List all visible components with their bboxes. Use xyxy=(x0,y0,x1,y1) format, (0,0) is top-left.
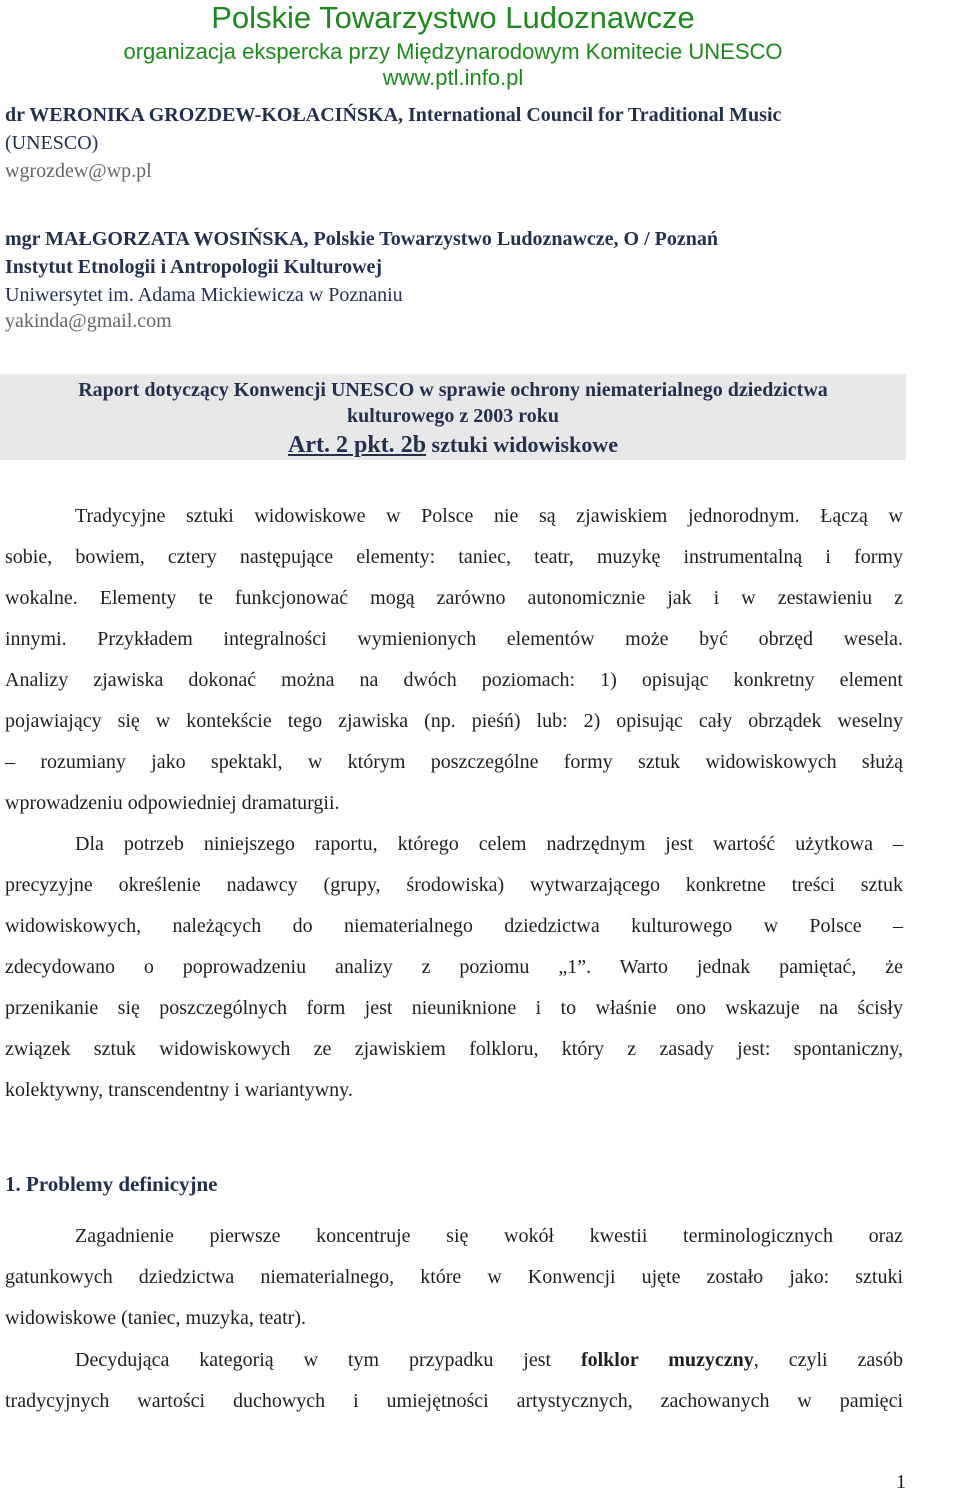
page-number: 1 xyxy=(896,1471,906,1493)
para2-line: kolektywny, transcendentny i wariantywny. xyxy=(5,1079,353,1101)
author1-line2: (UNESCO) xyxy=(5,132,99,154)
para2-line: widowiskowych, należących do niematerialnego dziedzictwa kulturowego w Polsce – xyxy=(5,915,903,937)
section1-para2-line1 xyxy=(5,1340,903,1381)
report-title-subject: sztuki widowiskowe xyxy=(426,432,618,457)
para2-line: związek sztuk widowiskowych ze zjawiskiem folkloru, który z zasady jest: spontaniczny, xyxy=(5,1038,903,1060)
author2-line1: mgr MAŁGORZATA WOSIŃSKA, Polskie Towarzystwo Ludoznawcze, O / Poznań xyxy=(5,228,719,250)
para1-line: wprowadzeniu odpowiedniej dramaturgii. xyxy=(5,792,340,814)
section1-para1-line: widowiskowe (taniec, muzyka, teatr). xyxy=(5,1307,307,1329)
author1-email: wgrozdew@wp.pl xyxy=(5,160,152,182)
para1-line: – rozumiany jako spektakl, w którym poszczególne formy sztuk widowiskowych służą xyxy=(5,751,903,773)
website: www.ptl.info.pl xyxy=(382,65,524,90)
org-name: Polskie Towarzystwo Ludoznawcze xyxy=(211,0,695,35)
para1-line: wokalne. Elementy te funkcjonować mogą zarówno autonomicznie jak i w zestawieniu z xyxy=(5,587,903,609)
section1-para1-line: gatunkowych dziedzictwa niematerialnego, które w Konwencji ujęte zostało jako: sztuki xyxy=(5,1266,903,1288)
para1-line: sobie, bowiem, cztery następujące elementy: taniec, teatr, muzykę instrumentalną i formy xyxy=(5,546,903,568)
author2-line2: Instytut Etnologii i Antropologii Kulturowej xyxy=(5,256,383,278)
para2-line: przenikanie się poszczególnych form jest nieuniknione i to właśnie ono wskazuje na ścisły xyxy=(5,997,903,1019)
section1-para1-line: Zagadnienie pierwsze koncentruje się wokół kwestii terminologicznych oraz xyxy=(75,1225,903,1247)
author1-line1: dr WERONIKA GROZDEW-KOŁACIŃSKA, International Council for Traditional Music xyxy=(5,104,782,126)
para1-line: innymi. Przykładem integralności wymienionych elementów może być obrzęd wesela. xyxy=(5,628,903,650)
para2-bold-term: folklor muzyczny xyxy=(580,1349,754,1371)
para1-line: pojawiający się w kontekście tego zjawiska (np. pieśń) lub: 2) opisując cały obrządek weselny xyxy=(5,710,903,732)
para2-line: precyzyjne określenie nadawcy (grupy, środowiska) wytwarzającego konkretne treści sztuk xyxy=(5,874,903,896)
para2-line: zdecydowano o poprowadzeniu analizy z poziomu „1”. Warto jednak pamiętać, że xyxy=(5,956,903,978)
section-heading: 1. Problemy definicyjne xyxy=(5,1172,218,1196)
para2-text-start: Decydująca kategorią w tym przypadku jest xyxy=(75,1349,581,1371)
report-title-line3 xyxy=(0,432,906,458)
author2-email: yakinda@gmail.com xyxy=(5,310,172,332)
para2-line: Dla potrzeb niniejszego raportu, którego celem nadrzędnym jest wartość użytkowa – xyxy=(75,833,903,855)
org-subtitle: organizacja ekspercka przy Międzynarodowym Komitecie UNESCO xyxy=(123,39,783,64)
para2-text-end: , czyli zasób xyxy=(753,1349,903,1371)
report-title-box xyxy=(0,374,906,460)
report-title-article: Art. 2 pkt. 2b xyxy=(288,432,427,458)
report-title-line1: Raport dotyczący Konwencji UNESCO w sprawie ochrony niematerialnego dziedzictwa xyxy=(78,379,828,401)
author2-line3: Uniwersytet im. Adama Mickiewicza w Poznaniu xyxy=(5,284,403,306)
para1-line: Analizy zjawiska dokonać można na dwóch poziomach: 1) opisując konkretny element xyxy=(5,669,903,691)
report-title-line2: kulturowego z 2003 roku xyxy=(346,405,560,427)
section1-para2-line2: tradycyjnych wartości duchowych i umiejętności artystycznych, zachowanych w pamięci xyxy=(5,1390,903,1412)
para1-line: Tradycyjne sztuki widowiskowe w Polsce nie są zjawiskiem jednorodnym. Łączą w xyxy=(75,505,903,527)
